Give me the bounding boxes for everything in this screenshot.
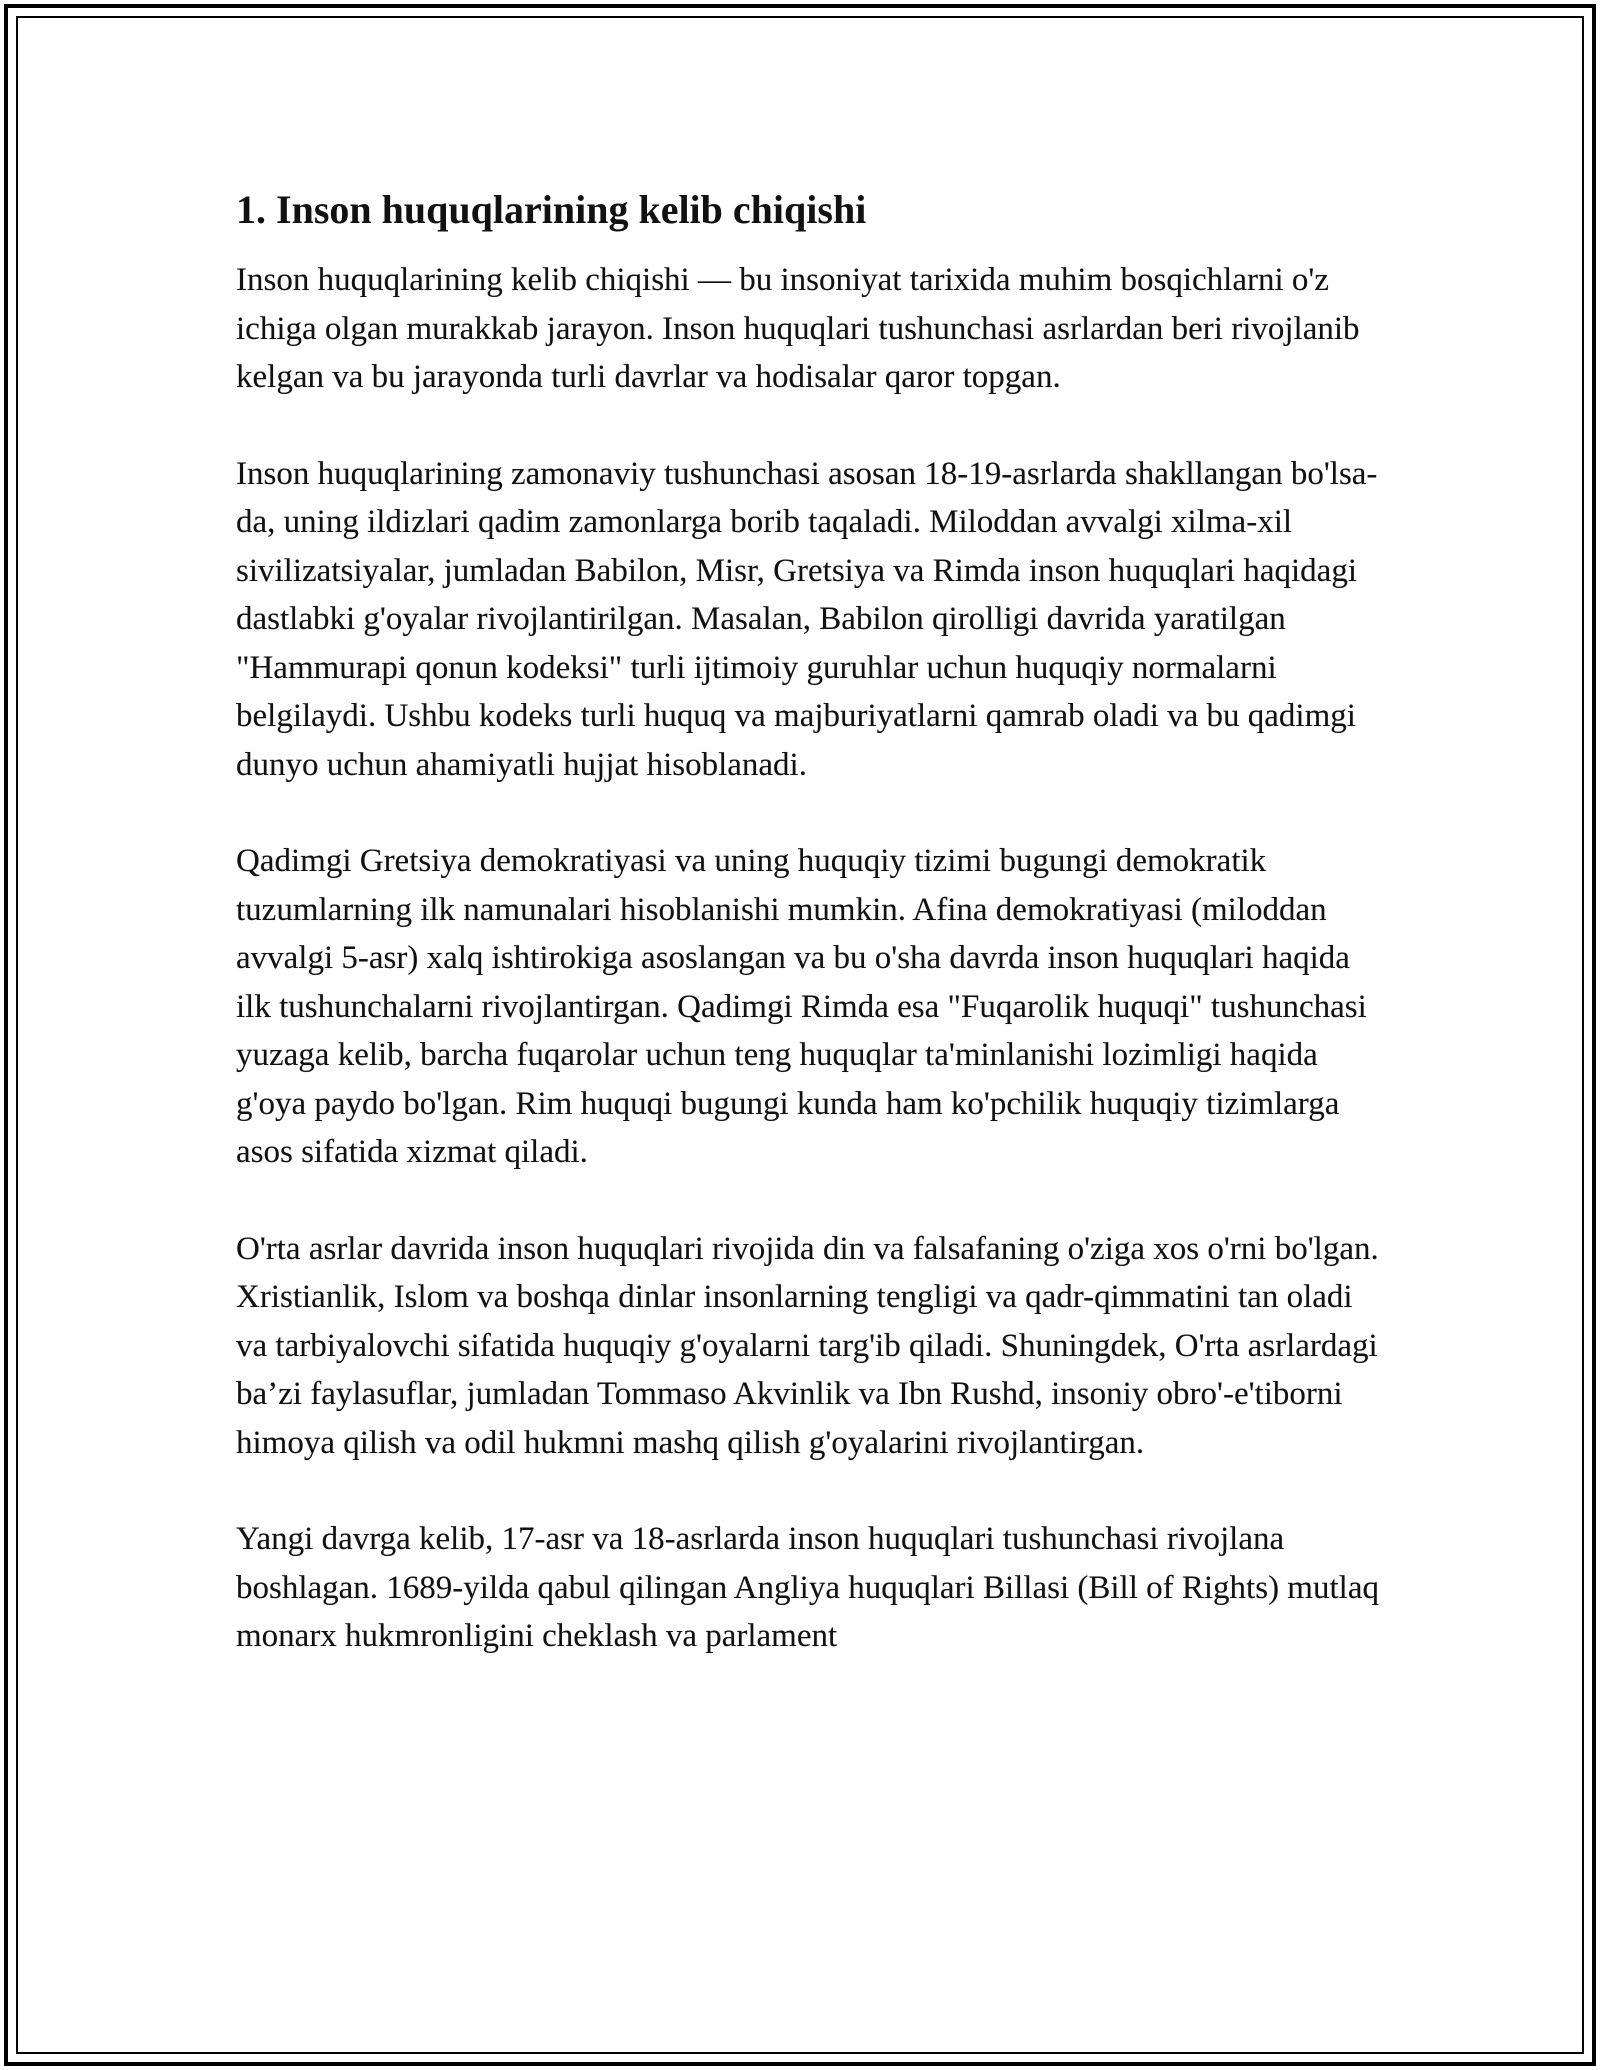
section-heading: 1. Inson huquqlarining kelib chiqishi [236,187,867,232]
paragraph-2: Inson huquqlarining zamonaviy tushunchasi asosan 18-19-asrlarda shakllangan bo'lsa-da, uning ildizlari qadim zamonlarga borib taqaladi. Miloddan avvalgi xilma-xil sivilizatsiyalar, jumladan Babilon, Misr, Gretsiya va Rimda inson huquqlari haqidagi dastlabki g'oyalar rivojlantirilgan. Masalan, Babilon qirolligi davrida yaratilgan "Hammurapi qonun kodeksi" turli ijtimoiy guruhlar uchun huquqiy normalarni belgilaydi. Ushbu kodeks turli huquq va majburiyatlarni qamrab oladi va bu qadimgi dunyo uchun ahamiyatli hujjat hisoblanadi. [236,455,1378,783]
document-body [236,186,1386,1709]
paragraph-3: Qadimgi Gretsiya demokratiyasi va uning huquqiy tizimi bugungi demokratik tuzumlarning ilk namunalari hisoblanishi mumkin. Afina demokratiyasi (miloddan avvalgi 5-asr) xalq ishtirokiga asoslangan va bu o'sha davrda inson huquqlari haqida ilk tushunchalarni rivojlantirgan. Qadimgi Rimda esa "Fuqarolik huquqi" tushunchasi yuzaga kelib, barcha fuqarolar uchun teng huquqlar ta'minlanishi lozimligi haqida g'oya paydo bo'lgan. Rim huquqi bugungi kunda ham ko'pchilik huquqiy tizimlarga asos sifatida xizmat qiladi. [236,843,1367,1170]
paragraph-1: Inson huquqlarining kelib chiqishi — bu insoniyat tarixida muhim bosqichlarni o'z ichiga olgan murakkab jarayon. Inson huquqlari tushunchasi asrlardan beri rivojlanib kelgan va bu jarayonda turli davrlar va hodisalar qaror topgan. [236,262,1360,395]
paragraph-4: O'rta asrlar davrida inson huquqlari rivojida din va falsafaning o'ziga xos o'rni bo'lgan. Xristianlik, Islom va boshqa dinlar insonlarning tengligi va qadr-qimmatini tan oladi va tarbiyalovchi sifatida huquqiy g'oyalarni targ'ib qiladi. Shuningdek, O'rta asrlardagi ba’zi faylasuflar, jumladan Tommaso Akvinlik va Ibn Rushd, insoniy obro'-e'tiborni himoya qilish va odil hukmni mashq qilish g'oyalarini rivojlantirgan. [236,1230,1379,1461]
paragraph-5: Yangi davrga kelib, 17-asr va 18-asrlarda inson huquqlari tushunchasi rivojlana boshlagan. 1689-yilda qabul qilingan Angliya huquqlari Billasi (Bill of Rights) mutlaq monarx hukmronligini cheklash va parlament [236,1521,1379,1654]
